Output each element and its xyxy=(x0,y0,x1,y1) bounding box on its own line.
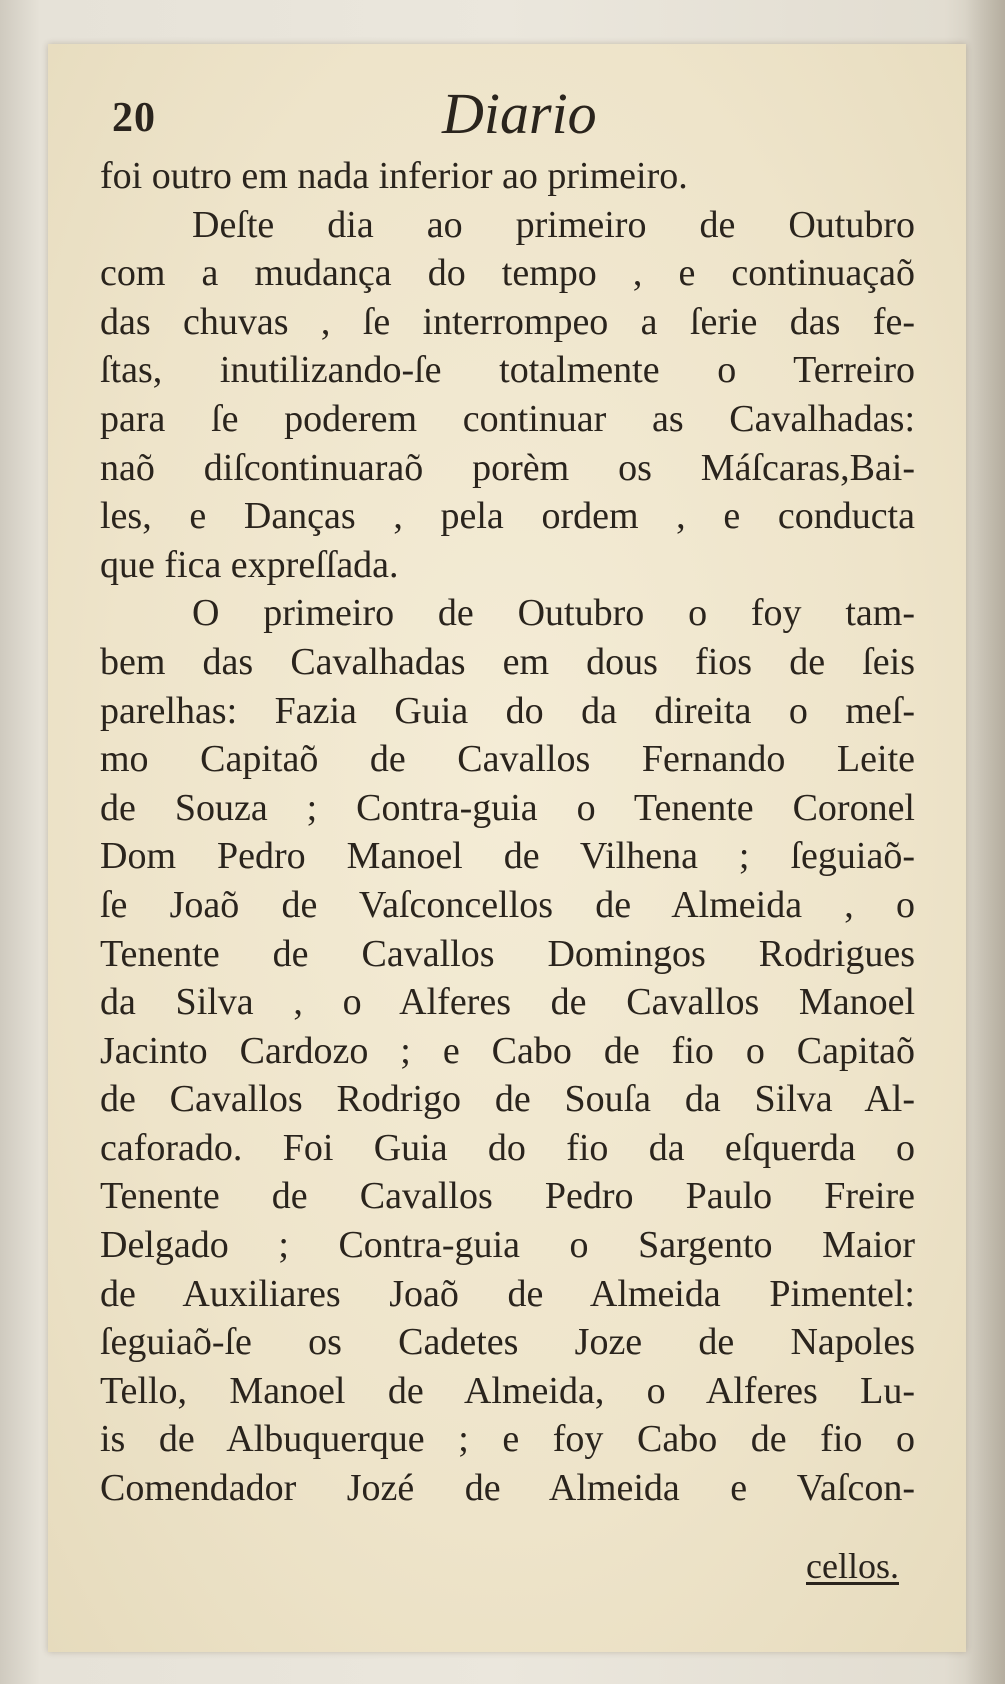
page-number: 20 xyxy=(112,95,156,141)
text-line: Delgado ; Contra-guia o Sargento Maior xyxy=(100,1224,915,1267)
text-line: Deſte dia ao primeiro de Outubro xyxy=(192,203,915,246)
text-line: parelhas: Fazia Guia do da direita o meſ- xyxy=(100,689,915,732)
text-line: para ſe poderem continuar as Cavalhadas: xyxy=(100,397,915,440)
page-edge-shadow xyxy=(965,0,1005,1684)
text-line: les, e Danças , pela ordem , e conducta xyxy=(100,495,915,538)
text-line: de Souza ; Contra-guia o Tenente Coronel xyxy=(100,786,915,829)
text-line: de Cavallos Rodrigo de Souſa da Silva Al- xyxy=(100,1078,915,1121)
text-line: O primeiro de Outubro o foy tam- xyxy=(192,592,915,635)
text-line: Dom Pedro Manoel de Vilhena ; ſeguiaõ- xyxy=(100,835,915,878)
text-line: que fica expreſſada. xyxy=(100,543,399,586)
body-text xyxy=(100,152,915,1513)
text-line: de Auxiliares Joaõ de Almeida Pimentel: xyxy=(100,1272,915,1315)
text-line: Comendador Jozé de Almeida e Vaſcon- xyxy=(100,1467,915,1510)
text-line: bem das Cavalhadas em dous fios de ſeis xyxy=(100,640,915,683)
text-line: Tello, Manoel de Almeida, o Alferes Lu- xyxy=(100,1369,915,1412)
text-line: com a mudança do tempo , e continuaçaõ xyxy=(100,252,915,295)
text-line: is de Albuquerque ; e foy Cabo de fio o xyxy=(100,1418,915,1461)
catchword: cellos. xyxy=(806,1546,899,1586)
text-line: mo Capitaõ de Cavallos Fernando Leite xyxy=(100,738,915,781)
text-line: Jacinto Cardozo ; e Cabo de fio o Capitaõ xyxy=(100,1029,915,1072)
text-line: das chuvas , ſe interrompeo a ſerie das fe- xyxy=(100,300,915,343)
text-line: ſe Joaõ de Vaſconcellos de Almeida , o xyxy=(100,883,915,926)
text-line: foi outro em nada inferior ao primeiro. xyxy=(100,155,688,197)
page-header xyxy=(112,80,912,150)
text-line: caforado. Foi Guia do fio da eſquerda o xyxy=(100,1126,915,1169)
running-title: Diario xyxy=(442,81,597,146)
text-line: da Silva , o Alferes de Cavallos Manoel xyxy=(100,981,915,1024)
text-line: Tenente de Cavallos Pedro Paulo Freire xyxy=(100,1175,915,1218)
text-line: Tenente de Cavallos Domingos Rodrigues xyxy=(100,932,915,975)
text-line: ſeguiaõ-ſe os Cadetes Joze de Napoles xyxy=(100,1321,915,1364)
text-line: ſtas, inutilizando-ſe totalmente o Terreiro xyxy=(100,349,915,392)
text-line: naõ diſcontinuaraõ porèm os Máſcaras,Bai- xyxy=(100,446,915,489)
